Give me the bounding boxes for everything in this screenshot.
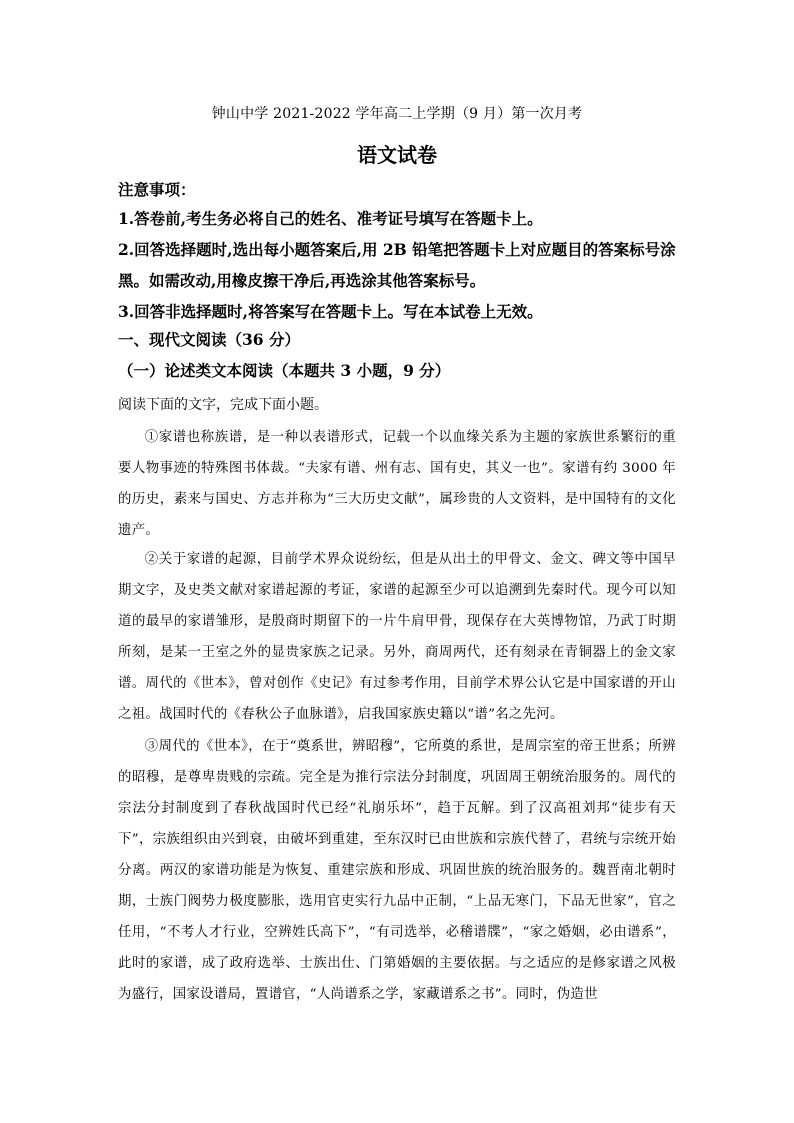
passage-paragraph-1: ①家谱也称族谱，是一种以表谱形式，记载一个以血缘关系为主题的家族世系繁衍的重要人物事迹的特殊图书体裁。“夫家有谱、州有志、国有史，其义一也”。家谱有约 3000 年的历史，素来与国史、方志并称为“三大历史文献”，属珍贵的人文资料，是中国特有的文化遗产。 (118, 430, 676, 538)
exam-title: 钟山中学 2021-2022 学年高二上学期（9 月）第一次月考 (211, 106, 583, 122)
passage-paragraph-2: ②关于家谱的起源，目前学术界众说纷纭，但是从出土的甲骨文、金文、碑文等中国早期文字，及史类文献对家谱起源的考证，家谱的起源至少可以追溯到先秦时代。现今可以知道的最早的家谱雏形，是殷商时期留下的一片牛肩甲骨，现保存在大英博物馆，乃武丁时期所刻，是某一王室之外的显贵家族之记录。另外，商周两代，还有刻录在青铜器上的金文家谱。周代的《世本》，曾对创作《史记》有过参考作用，目前学术界公认它是中国家谱的开山之祖。战国时代的《春秋公子血脉谱》，启我国家族史籍以“谱”名之先河。 (118, 552, 676, 722)
reading-instruction: 阅读下面的文字，完成下面小题。 (118, 397, 328, 413)
notice-heading: 注意事项： (118, 180, 196, 199)
section-subtitle: （一）论述类文本阅读（本题共 3 小题，9 分） (118, 361, 451, 380)
notice-rule-3: 3.回答非选择题时,将答案写在答题卡上。写在本试卷上无效。 (118, 302, 543, 321)
subject-title: 语文试卷 (357, 143, 437, 167)
notice-rule-1: 1.答卷前,考生务必将自己的姓名、准考证号填写在答题卡上。 (118, 209, 543, 228)
passage-paragraph-3: ③周代的《世本》，在于“奠系世，辨昭穆”，它所奠的系世，是周宗室的帝王世系；所辨的昭穆，是尊卑贵贱的宗疏。完全是为推行宗法分封制度，巩固周王朝统治服务的。周代的宗法分封制度到了春秋战国时代已经“礼崩乐坏”，趋于瓦解。到了汉高祖刘邦“徒步有天下”，宗族组织由兴到衰，由破坏到重建，至东汉时已由世族和宗族代替了，君统与宗统开始分离。两汉的家谱功能是为恢复、重建宗族和形成、巩固世族的统治服务的。魏晋南北朝时期，士族门阀势力极度膨胀，选用官吏实行九品中正制，“上品无寒门，下品无世家”，官之任用，“不考人才行业，空辨姓氏高下”，“有司选举，必稽谱牒”，“家之婚姻，必由谱系”，此时的家谱，成了政府选举、士族出仕、门第婚姻的主要依据。与之适应的是修家谱之风极为盛行，国家设谱局，置谱官，“人尚谱系之学，家藏谱系之书”。同时，伪造世 (118, 739, 676, 1002)
section-title: 一、现代文阅读（36 分） (118, 330, 300, 349)
notice-rule-2: 2.回答选择题时,选出每小题答案后,用 2B 铅笔把答题卡上对应题目的答案标号涂黑。如需改动,用橡皮擦干净后,再选涂其他答案标号。 (118, 240, 676, 290)
